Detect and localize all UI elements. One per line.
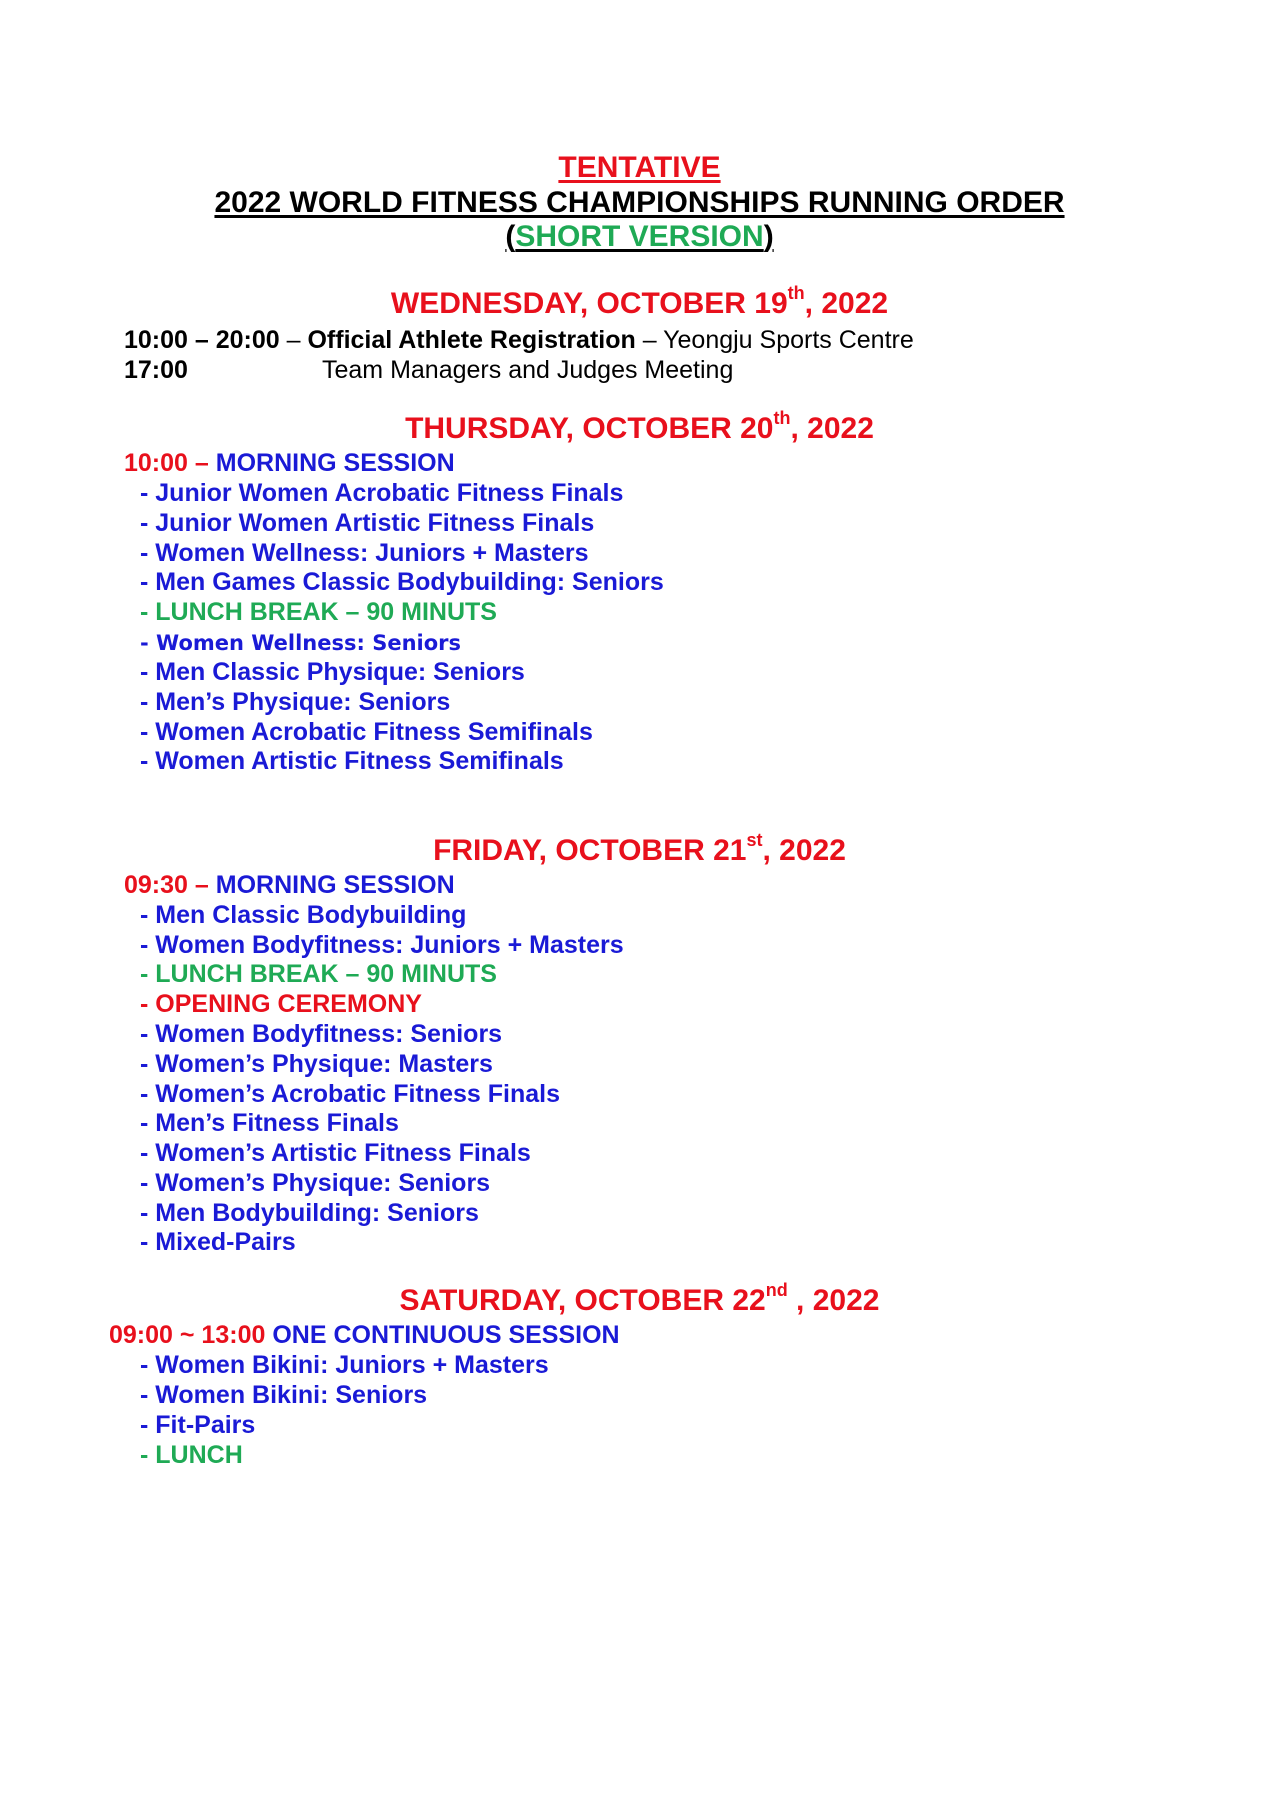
schedule-item: - Women Bikini: Seniors <box>140 1381 428 1409</box>
wednesday-heading <box>0 283 1279 322</box>
friday-heading-date: FRIDAY, OCTOBER 21 <box>433 834 747 867</box>
thursday-heading-date: THURSDAY, OCTOBER 20 <box>405 412 774 445</box>
lunch-break-item: - LUNCH BREAK – 90 MINUTS <box>140 598 497 626</box>
schedule-item: - Women Bodyfitness: Juniors + Masters <box>140 931 624 959</box>
registration-event: Official Athlete Registration <box>307 326 636 354</box>
friday-session <box>124 870 455 900</box>
schedule-item: - Women Artistic Fitness Semifinals <box>140 747 564 775</box>
meeting-time: 17:00 <box>124 356 188 384</box>
wednesday-heading-date: WEDNESDAY, OCTOBER 19 <box>390 287 788 320</box>
saturday-heading-suffix: nd <box>765 1280 788 1300</box>
saturday-heading <box>0 1280 1279 1319</box>
title-text: 2022 WORLD FITNESS CHAMPIONSHIPS RUNNING ORDER <box>214 186 1065 219</box>
friday-heading-year: , 2022 <box>762 834 846 867</box>
friday-session-time: 09:30 – <box>124 871 209 899</box>
schedule-item: - Men Classic Bodybuilding <box>140 901 467 929</box>
schedule-item: - Women’s Physique: Masters <box>140 1050 493 1078</box>
saturday-session-time: 09:00 ~ 13:00 <box>109 1321 266 1349</box>
saturday-session-name: ONE CONTINUOUS SESSION <box>265 1321 620 1349</box>
registration-row <box>124 325 914 355</box>
schedule-item: - Women Bikini: Juniors + Masters <box>140 1351 549 1379</box>
schedule-item: - Men Games Classic Bodybuilding: Seniors <box>140 568 664 596</box>
schedule-item: - Fit-Pairs <box>140 1411 256 1439</box>
schedule-item: - Women Wellness: Juniors + Masters <box>140 539 589 567</box>
version-label <box>0 219 1279 255</box>
schedule-item: - Women’s Artistic Fitness Finals <box>140 1139 531 1167</box>
tentative-text: TENTATIVE <box>558 151 721 184</box>
meeting-event: Team Managers and Judges Meeting <box>322 356 734 384</box>
registration-dash-2: – <box>635 326 664 354</box>
thursday-session-name: MORNING SESSION <box>208 449 455 477</box>
friday-heading-suffix: st <box>746 830 763 850</box>
schedule-item: - Women’s Physique: Seniors <box>140 1169 491 1197</box>
lunch-item: - LUNCH <box>140 1441 243 1469</box>
thursday-heading-suffix: th <box>773 408 791 428</box>
saturday-heading-year: , 2022 <box>787 1284 880 1317</box>
registration-time: 10:00 – 20:00 <box>124 326 280 354</box>
schedule-item: - Women’s Acrobatic Fitness Finals <box>140 1080 560 1108</box>
schedule-item: - Mixed-Pairs <box>140 1228 296 1256</box>
schedule-item: - Men’s Physique: Seniors <box>140 688 451 716</box>
thursday-session-time: 10:00 – <box>124 449 209 477</box>
saturday-session <box>109 1320 620 1350</box>
friday-heading <box>0 830 1279 869</box>
tentative-heading <box>0 150 1279 186</box>
schedule-item: - Women Bodyfitness: Seniors <box>140 1020 503 1048</box>
wednesday-heading-suffix: th <box>787 283 805 303</box>
schedule-item: - Junior Women Artistic Fitness Finals <box>140 509 595 537</box>
schedule-item: - Men’s Fitness Finals <box>140 1109 399 1137</box>
registration-place: Yeongju Sports Centre <box>663 326 914 354</box>
document-title <box>0 185 1279 221</box>
schedule-item: - Men Classic Physique: Seniors <box>140 658 525 686</box>
thursday-session <box>124 448 455 478</box>
schedule-item: - Junior Women Acrobatic Fitness Finals <box>140 479 624 507</box>
lunch-break-item: - LUNCH BREAK – 90 MINUTS <box>140 960 497 988</box>
schedule-item: - Women Acrobatic Fitness Semifinals <box>140 718 593 746</box>
schedule-item: - Men Bodybuilding: Seniors <box>140 1199 479 1227</box>
registration-dash: – <box>279 326 308 354</box>
saturday-heading-date: SATURDAY, OCTOBER 22 <box>399 1284 766 1317</box>
schedule-item: - Women Wellness: Seniors <box>140 631 462 655</box>
friday-session-name: MORNING SESSION <box>208 871 455 899</box>
version-text: SHORT VERSION <box>515 220 764 253</box>
wednesday-heading-year: , 2022 <box>804 287 889 320</box>
thursday-heading <box>0 408 1279 447</box>
thursday-heading-year: , 2022 <box>790 412 874 445</box>
version-close-paren: ) <box>763 220 774 253</box>
opening-ceremony-item: - OPENING CEREMONY <box>140 990 422 1018</box>
version-open-paren: ( <box>505 220 516 253</box>
